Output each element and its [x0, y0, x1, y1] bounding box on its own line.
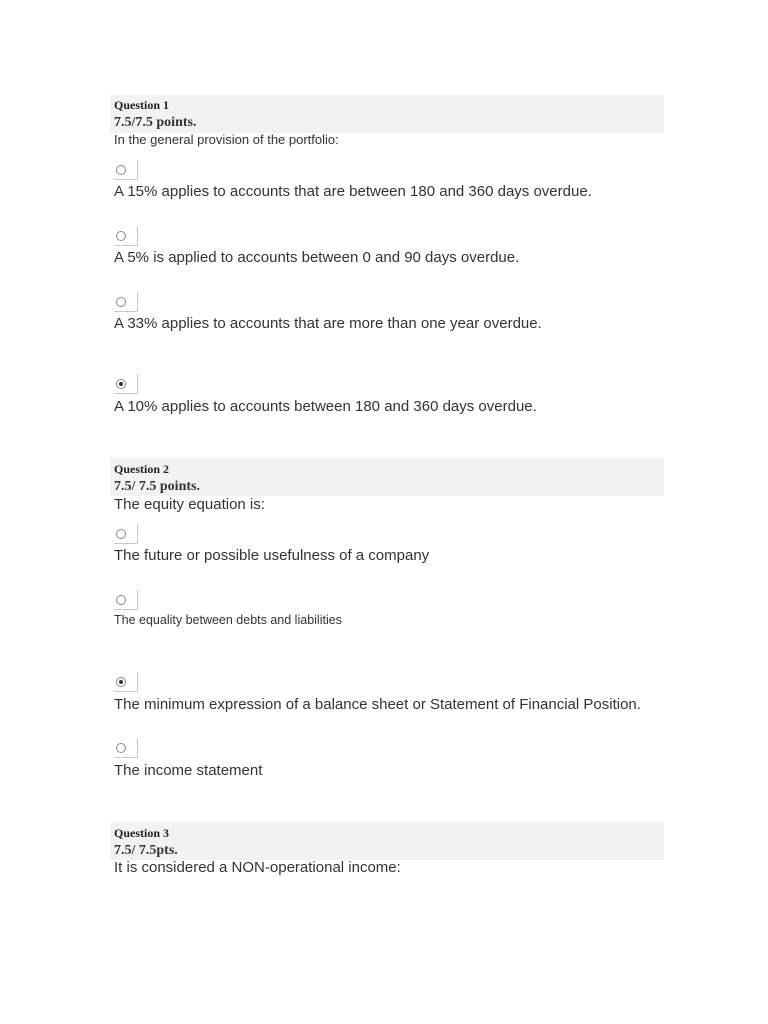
- radio-unchecked-icon: [116, 743, 126, 753]
- question-title: Question 2: [114, 462, 170, 476]
- question-points: 7.5/7.5 points.: [114, 115, 197, 130]
- question-points: 7.5/ 7.5 points.: [114, 479, 200, 494]
- radio-unchecked-icon: [116, 165, 126, 175]
- option-label[interactable]: The minimum expression of a balance sheet or Statement of Financial Position.: [114, 696, 641, 713]
- option-radio[interactable]: [114, 292, 138, 312]
- option-label[interactable]: A 33% applies to accounts that are more than one year overdue.: [114, 315, 542, 332]
- question-prompt: The equity equation is:: [114, 496, 265, 513]
- radio-checked-icon: [116, 677, 126, 687]
- question-title: Question 1: [114, 98, 170, 112]
- option-radio[interactable]: [114, 226, 138, 246]
- option-radio[interactable]: [114, 672, 138, 692]
- radio-unchecked-icon: [116, 231, 126, 241]
- question-title: Question 3: [114, 826, 170, 840]
- option-radio[interactable]: [114, 738, 138, 758]
- option-label[interactable]: The future or possible usefulness of a company: [114, 547, 430, 564]
- option-radio[interactable]: [114, 160, 138, 180]
- option-radio[interactable]: [114, 374, 138, 394]
- option-label[interactable]: The income statement: [114, 762, 263, 779]
- question-3-header: [110, 822, 664, 860]
- question-prompt: It is considered a NON-operational income:: [114, 859, 401, 876]
- question-prompt: In the general provision of the portfolio:: [114, 132, 339, 147]
- radio-checked-icon: [116, 379, 126, 389]
- radio-unchecked-icon: [116, 297, 126, 307]
- option-radio[interactable]: [114, 524, 138, 544]
- option-label[interactable]: The equality between debts and liabilities: [114, 613, 342, 627]
- radio-unchecked-icon: [116, 595, 126, 605]
- option-radio[interactable]: [114, 590, 138, 610]
- question-points: 7.5/ 7.5pts.: [114, 843, 178, 858]
- option-label[interactable]: A 15% applies to accounts that are between 180 and 360 days overdue.: [114, 183, 592, 200]
- radio-unchecked-icon: [116, 529, 126, 539]
- option-label[interactable]: A 10% applies to accounts between 180 and 360 days overdue.: [114, 398, 537, 415]
- option-label[interactable]: A 5% is applied to accounts between 0 and 90 days overdue.: [114, 249, 520, 266]
